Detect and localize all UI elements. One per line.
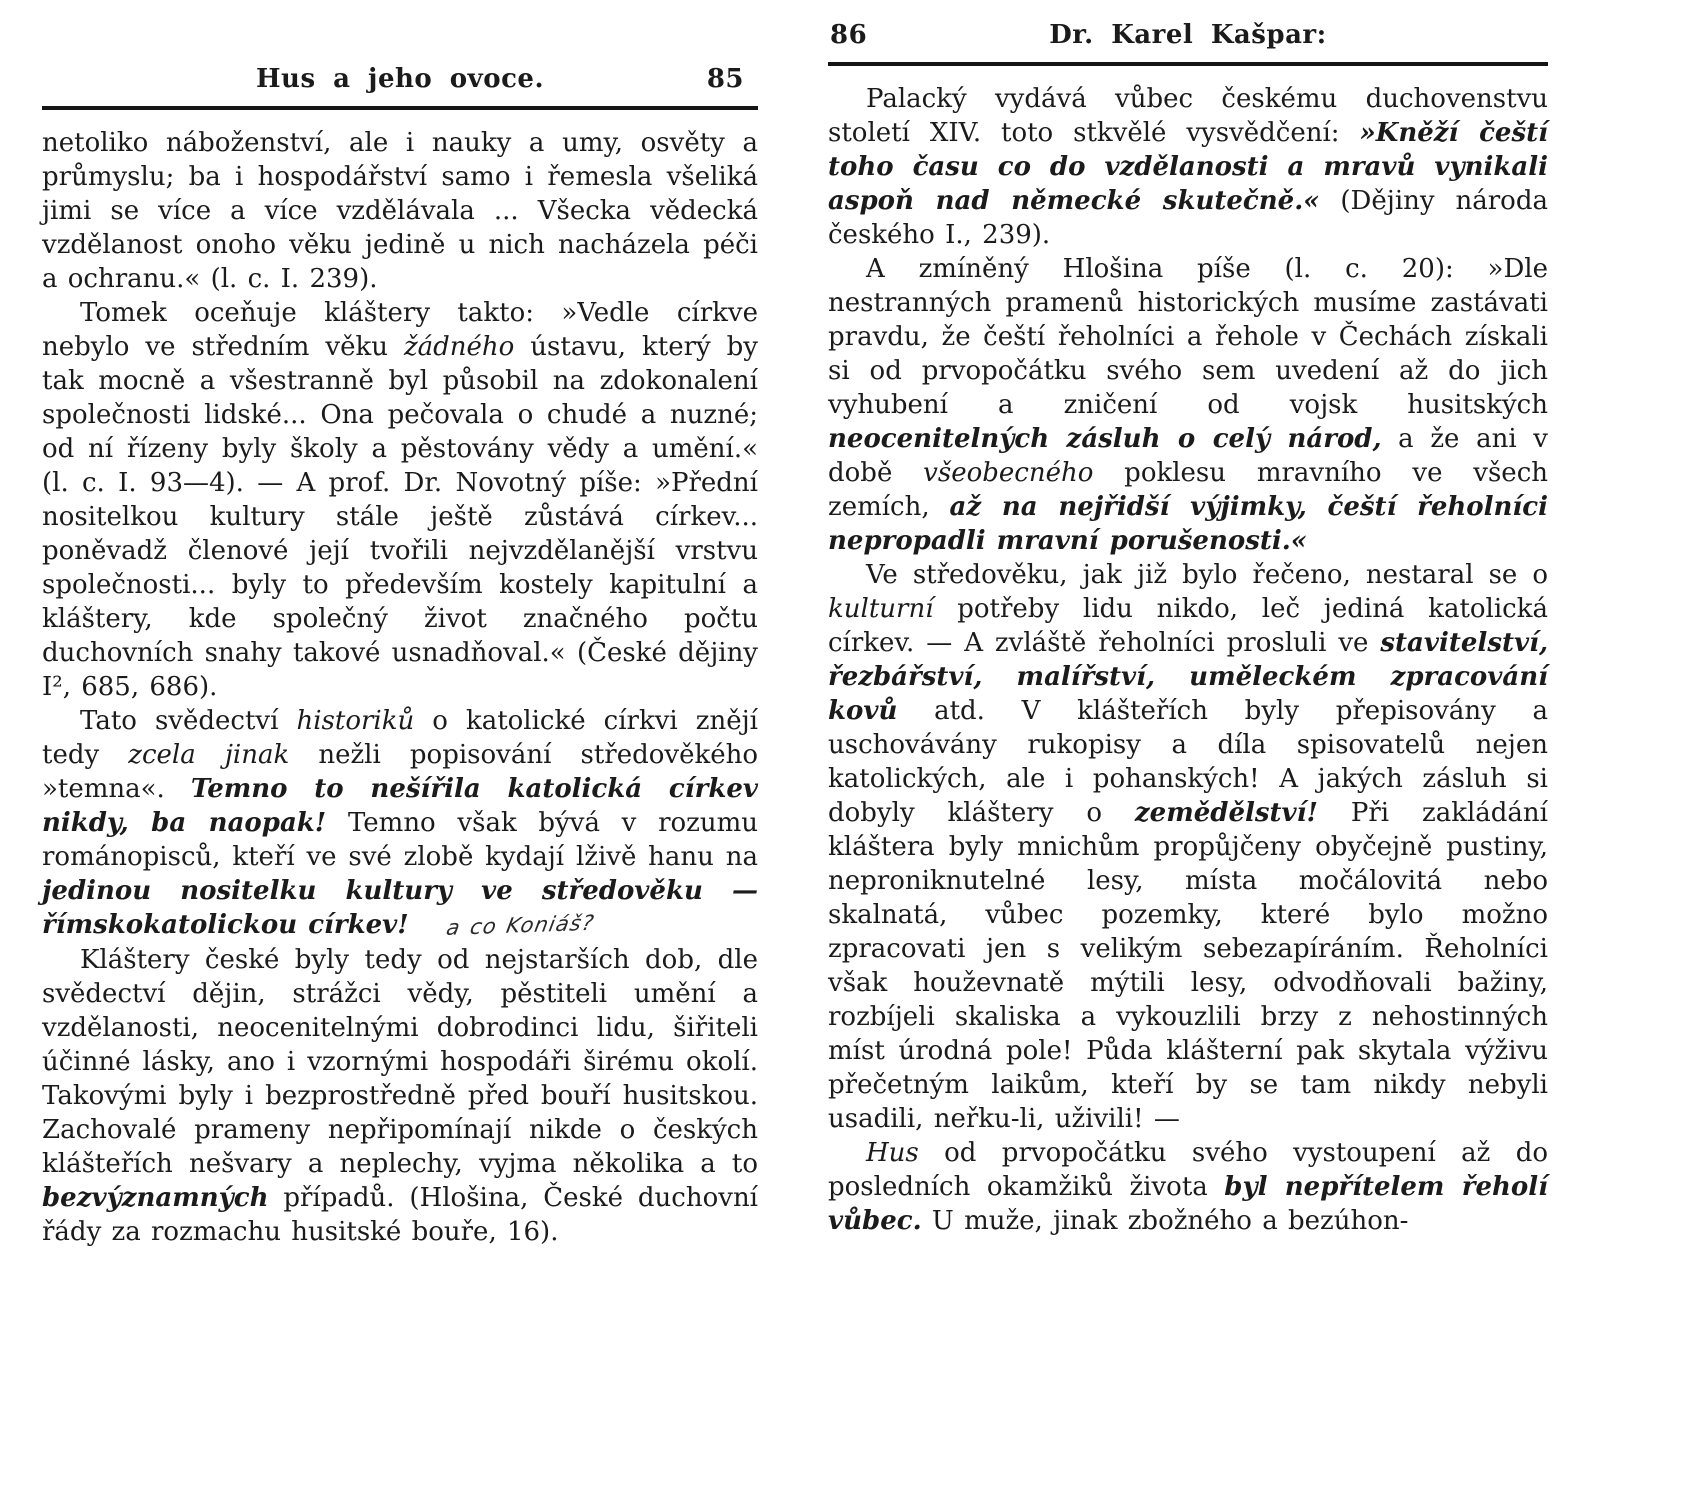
text-segment: Temno to nešířila katolická církev nikdy, ba naopak! xyxy=(42,774,758,838)
text-segment: Tomek oceňuje kláštery takto: »Vedle církve nebylo ve středním věku xyxy=(42,298,758,362)
text-segment: kulturní xyxy=(828,594,934,624)
text-segment: zcela jinak xyxy=(128,740,290,770)
text-segment: nežli popisování středověkého »temna«. xyxy=(42,740,759,804)
text-segment: všeobecného xyxy=(923,458,1094,488)
text-segment: žádného xyxy=(403,332,515,362)
text-segment: byl nepřítelem řeholí vůbec. xyxy=(828,1172,1548,1236)
text-segment: Kláštery české byly tedy od nejstarších dob, dle svědectví dějin, strážci vědy, pěstiteli umění a vzdělanosti, neocenitelnými dobrodinci lidu, šiřiteli účinné lásky, ano i vzornými hospodáři širému okolí. Takovými byly i bezprostředně před bouří husitskou. Zachovalé prameny nepřipomínají nikde o českých klášteřích nešvary a neplechy, vyjma několika a to xyxy=(42,945,758,1179)
paragraph xyxy=(42,943,758,1249)
paragraph xyxy=(828,558,1548,1136)
text-segment: stavitelství, řezbářství, malířství, uměleckém zpracování kovů xyxy=(828,628,1548,726)
text-segment: netoliko náboženství, ale i nauky a umy, osvěty a průmyslu; ba i hospodářství samo i řemesla všeliká jimi se více a více vzdělávala ... Všecka vědecká vzdělanost onoho věku jedině u nich nacházela péči a ochranu.« (l. c. I. 239). xyxy=(42,128,758,294)
text-segment: Hus xyxy=(866,1138,919,1168)
text-segment: historiků xyxy=(296,706,415,736)
text-segment: o katolické církvi znějí tedy xyxy=(42,706,758,770)
paragraph xyxy=(828,252,1548,558)
text-segment: Tato svědectví xyxy=(80,706,297,736)
text-segment: neocenitelných zásluh o celý národ, xyxy=(828,424,1382,454)
text-segment: případů. (Hlošina, České duchovní řády za rozmachu husitské bouře, 16). xyxy=(42,1183,758,1247)
text-segment: U muže, jinak zbožného a bezúhon- xyxy=(921,1206,1409,1236)
text-segment: a že ani v době xyxy=(828,424,1548,488)
text-segment: ústavu, který by tak mocně a všestranně byl působil na zdokonalení společnosti lidské... Ona pečovala o chudé a nuzné; od ní řízeny byly školy a pěstovány vědy a umění.« (l. c. I. 93—4). — A prof. Dr. Novotný píše: »Přední nositelkou kultury stále ještě zůstává církev... poněvadž členové její tvořili nejvzdělanější vrstvu společnosti... byly to především kostely kapitulní a kláštery, kde společný život značného počtu duchovních snahy takové usnadňoval.« (České dějiny I², 685, 686). xyxy=(42,332,758,702)
text-segment: (Dějiny národa českého I., 239). xyxy=(828,186,1548,250)
text-segment: od prvopočátku svého vystoupení až do posledních okamžiků života xyxy=(828,1138,1548,1202)
text-segment: až na nejřidší výjimky, čeští řeholníci nepropadli mravní porušenosti.« xyxy=(828,492,1549,556)
running-title-left: Hus a jeho ovoce. xyxy=(255,64,545,94)
text-segment: atd. V klášteřích byly přepisovány a uschovávány rukopisy a díla spisovatelů nejen katolických, ale i pohanských! A jakých zásluh si dobyly kláštery o xyxy=(828,696,1548,828)
page-right-body xyxy=(828,82,1548,1238)
text-segment: bezvýznamných xyxy=(42,1183,269,1213)
paragraph xyxy=(42,704,758,943)
page-right-header xyxy=(828,18,1548,66)
page-left xyxy=(42,0,758,1500)
page-left-body xyxy=(42,126,758,1249)
text-segment: A zmíněný Hlošina píše (l. c. 20): »Dle nestranných pramenů historických musíme zastávati pravdu, že čeští řeholníci a řehole v Čechách získali si od prvopočátku svého sem uvedení až do jich vyhubení a zničení od vojsk husitských xyxy=(828,254,1548,420)
page-right xyxy=(828,0,1548,1500)
text-segment: jedinou nositelku kultury ve středověku — římskokatolickou církev! xyxy=(42,876,758,940)
paragraph xyxy=(828,1136,1548,1238)
paragraph xyxy=(828,82,1548,252)
handwritten-annotation: a co Koniáš? xyxy=(444,910,597,940)
page-left-header xyxy=(42,62,758,110)
page-number-left: 85 xyxy=(706,64,744,94)
text-segment: poklesu mravního ve všech zemích, xyxy=(828,458,1549,522)
paragraph xyxy=(42,296,758,704)
text-segment: »Kněží čeští toho času co do vzdělanosti a mravů vynikali aspoň nad německé skutečně.« xyxy=(828,118,1548,216)
text-segment: Ve středověku, jak již bylo řečeno, nestaral se o xyxy=(866,560,1548,590)
page-number-right: 86 xyxy=(830,20,868,50)
running-title-right: Dr. Karel Kašpar: xyxy=(1049,20,1327,50)
text-segment: Palacký vydává vůbec českému duchovenstvu století XIV. toto stkvělé vysvědčení: xyxy=(828,84,1548,148)
text-segment: potřeby lidu nikdo, leč jediná katolická církev. — A zvláště řeholníci prosluli ve xyxy=(828,594,1548,658)
text-segment: Při zakládání kláštera byly mnichům propůjčeny obyčejně pustiny, neproniknutelné lesy, místa močálovitá nebo skalnatá, vůbec pozemky, které bylo možno zpracovati jen s velikým sebezapíráním. Řeholníci však houževnatě mýtili lesy, odvodňovali bažiny, rozbíjeli skaliska a vykouzlili brzy z nehostinných míst úrodná pole! Půda klášterní pak skytala výživu přečetným laikům, kteří by se tam nikdy nebyli usadili, neřku-li, uživili! — xyxy=(828,798,1548,1134)
text-segment: Temno však bývá v rozumu románopisců, kteří ve své zlobě kydají lživě hanu na xyxy=(42,808,758,872)
paragraph xyxy=(42,126,758,296)
text-segment: zemědělství! xyxy=(1134,798,1318,828)
